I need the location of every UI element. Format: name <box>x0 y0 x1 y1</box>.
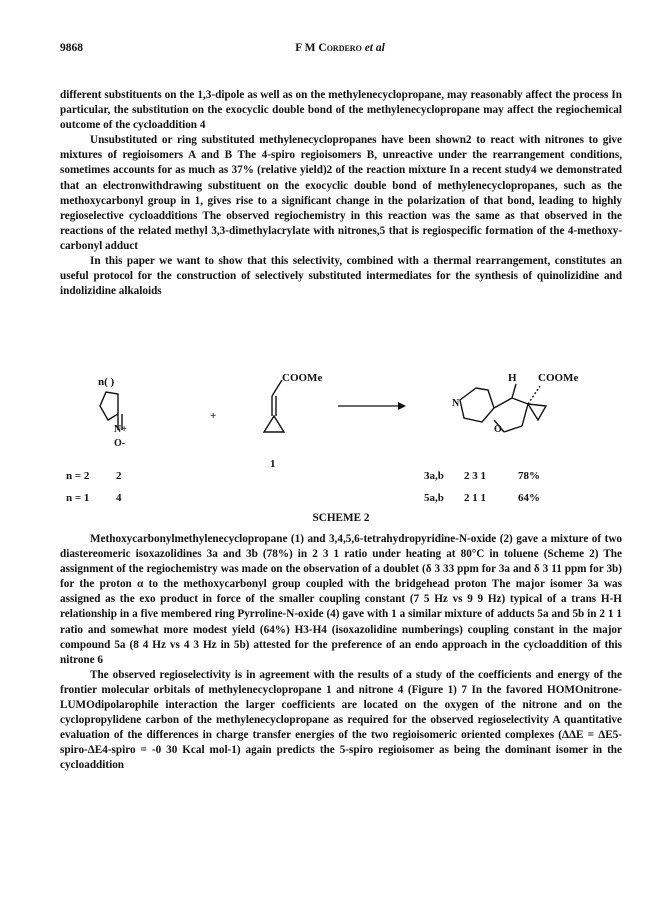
row1-n: n = 2 <box>66 470 90 482</box>
row1-nitrone: 2 <box>116 470 122 482</box>
row2-ratio: 2 1 1 <box>464 492 486 504</box>
running-title <box>60 42 620 54</box>
paragraph-2: Unsubstituted or ring substituted methylenecyclopropanes have been shown2 to react with nitrones to give mixtures of regioisomers A and B The 4-spiro regioisomers B, unreactive under the rearrangement conditions, sometimes accounts for as much as 37% (relative yield)2 of the reaction mixture In a recent study4 we demonstrated that an electronwithdrawing substituent on the exocyclic double bond of methylenecyclopropanes, such as the methoxycarbonyl group in 1, gives rise to a significant change in the polarization of that bond, leading to highly regioselective cycloadditions The observed regiochemistry in this reaction was the same as that observed in the reactions of the related methyl 3,3-dimethylacrylate with nitrones,5 that is regiospecific formation of the 4-methoxy-carbonyl adduct <box>60 134 622 252</box>
row1-ratio: 2 3 1 <box>464 470 486 482</box>
body-text-top <box>60 88 622 299</box>
body-text-bottom <box>60 532 622 774</box>
page-number: 9868 <box>60 42 83 54</box>
row1-yield: 78% <box>518 470 540 482</box>
row1-product: 3a,b <box>424 470 444 482</box>
nitrone-oxygen: O- <box>114 438 126 449</box>
reagent-ester-label: COOMe <box>282 372 323 384</box>
author-surname: Cordero <box>318 42 362 54</box>
author-prefix: F M <box>295 42 319 54</box>
product-oxygen: O <box>494 424 502 435</box>
plus-sign: + <box>210 410 217 422</box>
nitrone-ring <box>100 392 118 420</box>
reaction-arrow <box>338 402 406 410</box>
product-nitrogen: N <box>452 398 460 409</box>
bridgehead-h: H <box>508 372 517 384</box>
methylenecyclopropane <box>264 380 284 432</box>
reaction-scheme <box>60 368 622 518</box>
paragraph-3: In this paper we want to show that this selectivity, combined with a thermal rearrangement, constitutes an useful protocol for the construction of selectively substituted intermediates for the synthesis of quinolizidine and indolizidine alkaloids <box>60 255 622 298</box>
ring-size-label: n( ) <box>98 376 115 388</box>
paragraph-1: different substituents on the 1,3-dipole as well as on the methylenecyclopropane, may reasonably affect the process In particular, the substitution on the exocyclic double bond of the methylenecyclopropane may affect the regiochemical outcome of the cycloaddition 4 <box>60 89 622 132</box>
reagent-number: 1 <box>270 458 276 470</box>
row2-product: 5a,b <box>424 492 444 504</box>
paragraph-4: Methoxycarbonylmethylenecyclopropane (1) and 3,4,5,6-tetrahydropyridine-N-oxide (2) gave a mixture of two diastereomeric isoxazolidines 3a and 3b (78%) in 2 3 1 ratio under heating at 80°C in toluene (Scheme 2) The assignment of the regiochemistry was made on the observation of a doublet (δ 3 33 ppm for 3a and δ 3 11 ppm for 3b) for the proton α to the methoxycarbonyl group coupled with the bridgehead proton The major isomer 3a was assigned as the exo product in force of the smaller coupling constant (7 5 Hz vs 9 9 Hz) typical of a trans H-H relationship in a five membered ring Pyrroline-N-oxide (4) gave with 1 a similar mixture of adducts 5a and 5b in 2 1 1 ratio and somewhat more modest yield (64%) H3-H4 (isoxazolidine numberings) coupling constant in the major compound 5a (8 4 Hz vs 4 3 Hz in 5b) attested for the preference of an endo approach in the cycloaddition of this nitrone 6 <box>60 533 622 666</box>
nitrone-nitrogen: N+ <box>114 424 127 435</box>
product-ester-label: COOMe <box>538 372 579 384</box>
scheme-caption: SCHEME 2 <box>312 512 370 524</box>
running-header <box>60 42 620 58</box>
row2-nitrone: 4 <box>116 492 122 504</box>
row2-n: n = 1 <box>66 492 90 504</box>
paragraph-5: The observed regioselectivity is in agreement with the results of a study of the coefficients and energy of the frontier molecular orbitals of methylenecyclopropane 1 and nitrone 4 (Figure 1) 7 In the favored HOMOnitrone-LUMOdipolarophile interaction the larger coefficients are located on the oxygen of the nitrone and on the cyclopropylidene carbon of the methylenecyclopropane as required for the observed regioselectivity A quantitative evaluation of the differences in charge transfer energies of the two regioisomeric oriented complexes (ΔΔE = ΔE5-spiro-ΔE4-spiro = -0 30 Kcal mol-1) again predicts the 5-spiro regioisomer as being the dominant isomer in the cycloaddition <box>60 668 622 772</box>
scheme-drawing <box>60 368 622 508</box>
isoxazolidine-product <box>460 384 546 432</box>
author-suffix: et al <box>361 42 385 54</box>
row2-yield: 64% <box>518 492 540 504</box>
